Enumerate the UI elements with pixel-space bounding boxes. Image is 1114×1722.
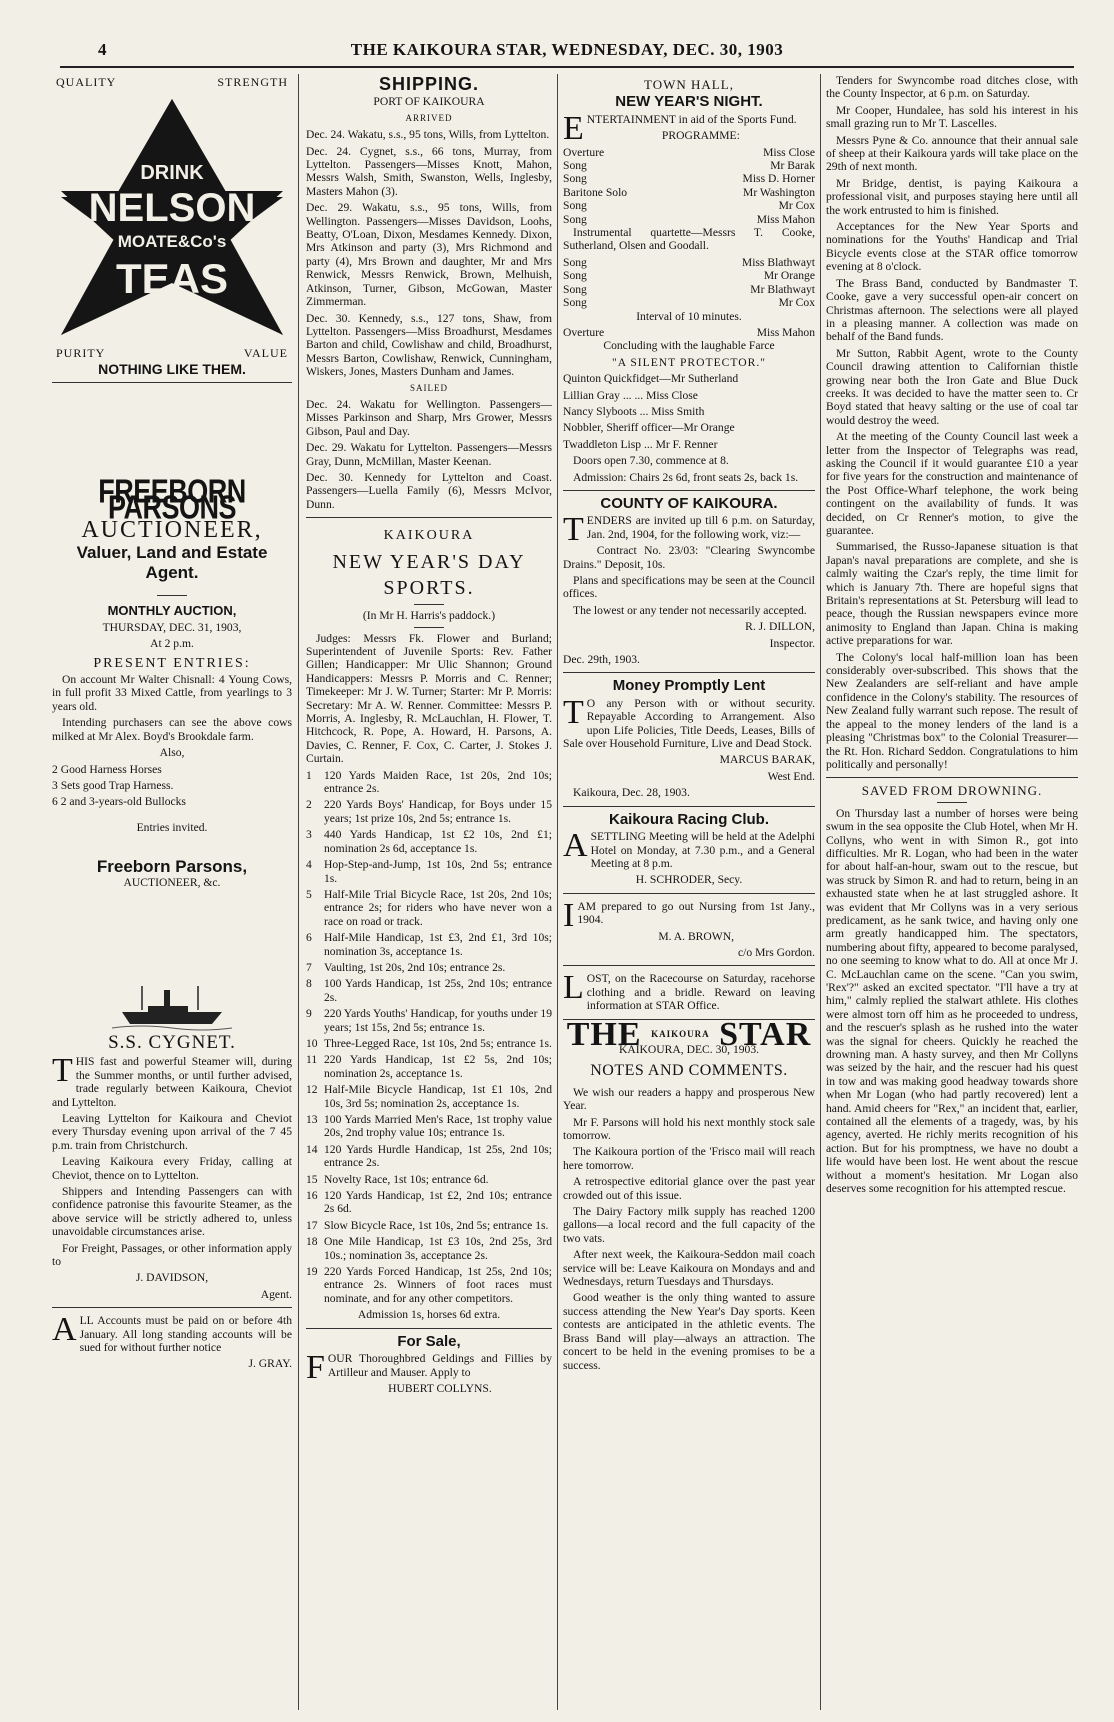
auction-date: THURSDAY, DEC. 31, 1903, <box>102 620 242 634</box>
lost-ad <box>563 969 815 1013</box>
programme-item-name: Overture <box>563 145 605 159</box>
sports-title-3: SPORTS. <box>383 577 475 600</box>
programme-item-name: Song <box>563 212 587 226</box>
money-date: Kaikoura, Dec. 28, 1903. <box>573 786 690 800</box>
entertainment-intro: ENTERTAINMENT in aid of the Sports Fund. <box>563 109 797 147</box>
event-number: 8 <box>306 977 312 991</box>
money-text: TO any Person with or without security. Repayable According to Arrangement. Also upon Life Policies, Title Deeds, Leases, Bills of Sale over Household Furniture, Live and Dead Stock. <box>563 693 815 751</box>
arrival-entry: Dec. 30. Kennedy, s.s., 127 tons, Shaw, from Lyttelton. Passengers—Miss Broadhurst, Mesdames Barton and child, Cowlishaw and child, Broadhurst, Messrs Barton, Cowlishaw, Renwick, Cunningham, Wiskers, Jones, Masters Dunham and James. <box>306 311 552 379</box>
programme-item-performer: Miss Blathwayt <box>741 255 815 269</box>
programme-item-name: Song <box>563 296 587 310</box>
event-item <box>306 961 552 974</box>
event-description: Half-Mile Trial Bicycle Race, 1st 20s, 2nd 10s; entrance 2s; for riders who have never won a race on road or track. <box>324 887 552 928</box>
programme-part-2 <box>563 256 815 310</box>
sailing-entry: Dec. 24. Wakatu for Wellington. Passengers—Misses Parkinson and Sharp, Mrs Grower, Messrs Gibson, Paul and Day. <box>306 397 552 438</box>
entries-heading: PRESENT ENTRIES: <box>93 655 251 671</box>
event-number: 17 <box>306 1218 318 1232</box>
county-lowest: The lowest or any tender not necessarily accepted. <box>573 603 807 617</box>
programme-item-performer: Mr Washington <box>743 185 815 199</box>
port-heading: PORT OF KAIKOURA <box>373 95 485 109</box>
event-number: 11 <box>306 1053 318 1067</box>
event-description: Novelty Race, 1st 10s; entrance 6d. <box>324 1172 489 1186</box>
event-item <box>306 1037 552 1050</box>
lost-text: LOST, on the Racecourse on Saturday, racehorse clothing and a bridle. Reward on leaving information at STAR Office. <box>563 969 815 1013</box>
entry-item: 3 Sets good Trap Harness. <box>52 778 174 792</box>
programme-part-1 <box>563 146 815 226</box>
arrival-entry: Dec. 24. Cygnet, s.s., 66 tons, Murray, from Lyttelton. Passengers—Misses Knott, Mahon, Messrs Walsh, Smith, Swanston, Wells, Inglesby, Masters Mahon (3). <box>306 144 552 198</box>
event-number: 6 <box>306 931 312 945</box>
note-paragraph: Mr Cooper, Hundalee, has sold his interest in his small grazing run to Mr T. Lascelles. <box>826 103 1078 131</box>
programme-item-name: Song <box>563 269 587 283</box>
programme-item-performer: Mr Orange <box>763 269 815 283</box>
star-line-3: MOATE&Co's <box>117 232 227 252</box>
new-years-night-heading: NEW YEAR'S NIGHT. <box>615 93 763 111</box>
event-description: Slow Bicycle Race, 1st 10s, 2nd 5s; entrance 1s. <box>324 1218 549 1232</box>
also-text: Also, <box>159 746 185 760</box>
programme-item-performer: Miss D. Horner <box>742 172 815 186</box>
star-logo-mid: KAIKOURA <box>651 1028 710 1039</box>
event-description: 120 Yards Hurdle Handicap, 1st 25s, 2nd 10s; entrance 2s. <box>324 1142 552 1170</box>
cygnet-p5: For Freight, Passages, or other information apply to <box>52 1241 292 1269</box>
programme-item <box>563 269 815 282</box>
nelson-tea-ad <box>52 76 292 376</box>
star-dateline: KAIKOURA, DEC. 30, 1903. <box>618 1042 760 1056</box>
note-paragraph: The Colony's local half-million loan has been considerably over-subscribed. This shows that the New Zealanders are self-reliant and have ample confidence in the Colony's stability. The resources of New Zealand fully warrant such repose. The result of the appeal to the money lenders of the land is a pleasing "Christmas box" to the Colonial Treasurer—the Rt. Hon. Richard Seddon. Congratulations to him politically and personally! <box>826 650 1078 771</box>
entries-text: On account Mr Walter Chisnall: 4 Young Cows, in full profit 33 Mixed Cattle, from yearlings to 3 years old. <box>52 673 292 713</box>
racing-ad <box>563 810 815 887</box>
drowning-title: SAVED FROM DROWNING. <box>861 783 1043 799</box>
programme-item-name: Song <box>563 255 587 269</box>
valuer-subtitle: Valuer, Land and Estate Agent. <box>76 543 268 583</box>
admission-text: Admission: Chairs 2s 6d, front seats 2s, back 1s. <box>573 470 799 484</box>
event-description: One Mile Handicap, 1st £3 10s, 2nd 25s, 3rd 10s.; nomination 3s, acceptance 2s. <box>324 1235 552 1262</box>
county-title: COUNTY OF KAIKOURA. <box>600 494 778 512</box>
event-item <box>306 798 552 825</box>
sports-officials: Judges: Messrs Fk. Flower and Burland; Superintendent of Juvenile Sports: Rev. Father Gillen; Handicapper: Mr Ulic Shannon; Ground Handicappers: Messrs P. Morris and C. Renner; Timekeeper: Mr J. W. Turner; Starter: Mr P. Morris: Secretary: Mr A. W. Renner. Committee: Messrs P. Morris, A. Inglesby, R. McLauchlan, H. Flower, T. Hitchcock, R. Pope, A. Howard, H. Parsons, A. Davies, C. Renner, F. Cox, C. Carter, J. Stokes J. Curtain. <box>306 631 552 766</box>
cast-line: Twaddleton Lisp ... Mr F. Renner <box>563 437 718 451</box>
sports-ad <box>306 524 552 1322</box>
note-paragraph: Tenders for Swyncombe road ditches close, with the County Inspector, at 6 p.m. on Saturday. <box>826 74 1078 101</box>
money-ad <box>563 679 815 799</box>
cygnet-p1: THIS fast and powerful Steamer will, during the Summer months, or until further advised, trade regularly between Kaikoura, Cheviot and Lyttelton. <box>52 1052 292 1109</box>
cast-line: Nancy Slyboots ... Miss Smith <box>563 404 705 418</box>
entries-invited: Entries invited. <box>136 820 208 834</box>
cygnet-sig: J. DAVIDSON, <box>135 1271 209 1285</box>
programme-item <box>563 296 815 309</box>
quartette-text: Instrumental quartette—Messrs T. Cooke, Sutherland, Olsen and Goodall. <box>563 226 815 253</box>
intending-text: Intending purchasers can see the above cows milked at Mr Alex. Boyd's Brookdale farm. <box>52 716 292 743</box>
programme-item <box>563 146 815 159</box>
event-item <box>306 828 552 855</box>
programme-item <box>563 326 815 339</box>
for-sale-sig: HUBERT COLLYNS. <box>388 1381 492 1395</box>
event-item <box>306 1265 552 1305</box>
event-item <box>306 977 552 1004</box>
column-1 <box>52 74 292 1714</box>
column-rule <box>298 74 299 1710</box>
event-description: 440 Yards Handicap, 1st £2 10s, 2nd £1; nomination 2s 6d, acceptance 1s. <box>324 828 552 855</box>
event-item <box>306 1219 552 1232</box>
event-description: 220 Yards Forced Handicap, 1st 25s, 2nd 10s; entrance 2s. Winners of foot races must nominate, and for any other competitors. <box>324 1265 552 1305</box>
programme-item-performer: Miss Mahon <box>756 212 815 226</box>
county-date: Dec. 29th, 1903. <box>563 653 640 667</box>
programme-heading: PROGRAMME: <box>661 129 740 143</box>
event-item <box>306 1235 552 1262</box>
value-label: VALUE <box>243 346 288 361</box>
programme-item-name: Song <box>563 282 587 296</box>
note-paragraph: Acceptances for the New Year Sports and nominations for the Youths' Handicap and Trial Bicycle events close at the STAR office tomorrow evening at 8 o'clock. <box>826 220 1078 274</box>
column-rule <box>557 74 558 1710</box>
racing-sig: H. SCHRODER, Secy. <box>635 873 743 887</box>
accounts-ad <box>52 1311 292 1371</box>
note-paragraph: Summarised, the Russo-Japanese situation is that Japan's naval preparations are complete, and she is calmly waiting the Czar's reply, the time limit for which is January 7th. There are hopeful signs that Britain's representations at St. Petersburg will lead to peace, though the Russian newspapers evince more animosity to England than Japan. China is making active preparations for war. <box>826 540 1078 648</box>
event-item <box>306 1143 552 1170</box>
cast-line: Nobbler, Sheriff officer—Mr Orange <box>563 421 735 435</box>
programme-item-name: Song <box>563 199 587 213</box>
sailing-entry: Dec. 30. Kennedy for Lyttelton and Coast. Passengers—Luella Family (6), Messrs McIvor, Dunn. <box>306 470 552 511</box>
note-paragraph: Mr F. Parsons will hold his next monthly stock sale tomorrow. <box>563 1115 815 1142</box>
cygnet-p2: Leaving Lyttelton for Kaikoura and Cheviot every Thursday evening upon arrival of the 7 45 p.m. train from Christchurch. <box>52 1111 292 1152</box>
masthead: THE KAIKOURA STAR, WEDNESDAY, DEC. 30, 1903 <box>350 40 784 59</box>
nursing-text: IAM prepared to go out Nursing from 1st Jany., 1904. <box>563 896 815 934</box>
farce-title: "A SILENT PROTECTOR." <box>611 355 767 369</box>
county-sig: R. J. DILLON, <box>745 620 815 634</box>
note-paragraph: The Kaikoura portion of the 'Frisco mail will reach here tomorrow. <box>563 1145 815 1172</box>
event-number: 14 <box>306 1142 318 1156</box>
column-2 <box>306 74 552 1714</box>
drowning-text: On Thursday last a number of horses were being swum in the sea opposite the Club Hotel, when Mr H. Collyns, who went in with Simon R., got into difficulties. Mr R. Logan, who had been in the water for about half-an-hour, swam out to the rescue, but was struck by Simon R. and had to return, being in an exhausted state when he at last struggled ashore. It was evident that Mr Collyns was in a very serious predicament, as he sank twice, and having only one arm greatly handicapped him. The spectators, numbering about fifty, appeared to become paralysed, no one seeming to know what to do. All at once Mr J. C. McLauchlan came on the scene. "Can you swim, 'Rex'?" asked an excited spectator. "I'll have a try at him," calmly replied the stalwart athlete. His clothes were almost torn off him as he proceeded to undress, and the rescuer's splash as he rushed into the water was the signal for cheers. Quickly he reached the drowning man. A hasty survey, and then Mr Collyns was seized by the hair, and the rescuer had his quest in tow and was making good headway towards shore when Mr Logan (who had partly recovered) lent a hand. Amid cheers for "Rex," an incident that, earlier, contained all the elements of a tragedy, was, by his agency, averted. He richly merits recognition of his action. But for his promptness, we have no doubt a life would have been lost. He went about the rescue without a moment's hesitation. Mr Logan also deserves some recognition for his attempted rescue. <box>826 806 1078 1196</box>
cygnet-p3: Leaving Kaikoura every Friday, calling at Cheviot, thence on to Lyttelton. <box>52 1155 292 1182</box>
event-description: 100 Yards Handicap, 1st 25s, 2nd 10s; entrance 2s. <box>324 977 552 1004</box>
racing-text: ASETTLING Meeting will be held at the Adelphi Hotel on Monday, at 7.30 p.m., and a General Meeting at 8 p.m. <box>563 827 815 870</box>
programme-item-name: Song <box>563 172 587 186</box>
divider <box>52 382 292 383</box>
column-rule <box>820 74 821 1710</box>
note-paragraph: After next week, the Kaikoura-Seddon mail coach service will be: Leave Kaikoura on Mondays and and Wednesdays, return Tuesdays and Thursdays. <box>563 1248 815 1289</box>
notes-comments-heading: NOTES AND COMMENTS. <box>590 1062 788 1080</box>
money-sig-place: West End. <box>767 769 815 783</box>
concluding-text: Concluding with the laughable Farce <box>603 339 775 353</box>
star-logo-right: STAR <box>719 1015 812 1053</box>
entry-item: 2 Good Harness Horses <box>52 762 162 776</box>
freeborn-signature: Freeborn Parsons, <box>96 857 248 877</box>
auction-time: At 2 p.m. <box>150 637 194 651</box>
event-number: 18 <box>306 1235 318 1249</box>
freeborn-sig-title: AUCTIONEER, &c. <box>123 875 221 889</box>
sports-admission: Admission 1s, horses 6d extra. <box>357 1308 501 1322</box>
event-item <box>306 888 552 928</box>
for-sale-ad <box>306 1332 552 1396</box>
programme-item-performer: Mr Cox <box>778 199 815 213</box>
event-number: 2 <box>306 798 312 812</box>
for-sale-title: For Sale, <box>397 1332 461 1350</box>
event-number: 12 <box>306 1083 318 1097</box>
arrival-entry: Dec. 24. Wakatu, s.s., 95 tons, Wills, from Lyttelton. <box>306 128 550 142</box>
town-hall-heading: TOWN HALL, <box>644 77 734 92</box>
event-number: 15 <box>306 1172 318 1186</box>
event-description: Half-Mile Bicycle Handicap, 1st £1 10s, 2nd 10s, 3rd 5s; nomination 2s, acceptance 1s. <box>324 1083 552 1110</box>
sailing-entry: Dec. 29. Wakatu for Lyttelton. Passengers—Messrs Gray, Dunn, McMillan, Master Keenan. <box>306 441 552 468</box>
event-number: 1 <box>306 768 312 782</box>
nursing-ad <box>563 896 815 960</box>
shipping-section <box>306 74 552 511</box>
steamer-icon <box>112 982 232 1032</box>
event-description: 120 Yards Maiden Race, 1st 20s, 2nd 10s; entrance 2s. <box>324 768 552 796</box>
event-description: Vaulting, 1st 20s, 2nd 10s; entrance 2s. <box>324 960 506 974</box>
shipping-title: SHIPPING. <box>378 74 480 94</box>
doors-text: Doors open 7.30, commence at 8. <box>573 454 729 468</box>
freeborn-ad <box>52 472 292 889</box>
accounts-text: ALL Accounts must be paid on or before 4th January. All long standing accounts will be sued for without further notice <box>52 1311 292 1355</box>
column-3 <box>563 74 815 1714</box>
nursing-sig: M. A. BROWN, <box>658 929 734 943</box>
page-number: 4 <box>98 40 107 59</box>
programme-item <box>563 283 815 296</box>
entry-item: 6 2 and 3-years-old Bullocks <box>52 795 186 809</box>
event-item <box>306 1007 552 1034</box>
event-number: 13 <box>306 1113 318 1126</box>
sports-title-2: NEW YEAR'S DAY <box>332 551 526 574</box>
tea-tagline: NOTHING LIKE THEM. <box>98 360 246 377</box>
event-number: 4 <box>306 858 312 872</box>
event-description: 100 Yards Married Men's Race, 1st trophy value 20s, 2nd trophy value 10s; entrance 1s. <box>324 1113 552 1140</box>
star-editorial <box>563 1015 815 1372</box>
event-description: Half-Mile Handicap, 1st £3, 2nd £1, 3rd 10s; nomination 3s, acceptance 1s. <box>324 931 552 958</box>
money-title: Money Promptly Lent <box>612 677 766 695</box>
events-list <box>306 769 552 1306</box>
arrival-entry: Dec. 29. Wakatu, s.s., 95 tons, Wills, from Wellington. Passengers—Misses Davidson, Loohs, Beatty, O'Loan, Dixon, Mesdames Kennedy. Dixon, Mrs Atkinson and party (3), Mrs Richmond and party (4), Mrs Brown and daughter, Mr and Mrs Renwick, Messrs Renwick, Brown, Melhuish, Atkinson, Turner, Gibson, McGowan, Master Zimmerman. <box>306 201 552 309</box>
event-number: 9 <box>306 1007 312 1021</box>
event-item <box>306 1173 552 1186</box>
star-logo-icon <box>57 97 287 337</box>
nursing-addr: c/o Mrs Gordon. <box>738 945 815 959</box>
event-description: 220 Yards Handicap, 1st £2 5s, 2nd 10s; nomination 2s, acceptance 1s. <box>324 1053 552 1080</box>
cast-line: Lillian Gray ... ... Miss Close <box>563 388 698 402</box>
cygnet-title: S.S. CYGNET. <box>108 1031 236 1053</box>
sports-title-1: KAIKOURA <box>383 528 475 544</box>
note-paragraph: Mr Sutton, Rabbit Agent, wrote to the County Council drawing attention to Californian thistle growing near both the Iron Gate and Blue Duck creeks. It was decided to have the matter seen to. Cr Boyd stated that heavy salting or the use of coal tar would destroy the weed. <box>826 346 1078 427</box>
programme-item-performer: Mr Blathwayt <box>750 282 815 296</box>
county-plans: Plans and specifications may be seen at the Council offices. <box>563 574 815 601</box>
county-ad <box>563 494 815 667</box>
sports-venue: (In Mr H. Harris's paddock.) <box>362 609 496 623</box>
programme-item-performer: Miss Close <box>763 145 815 159</box>
quality-label: QUALITY <box>56 75 117 89</box>
programme-item-name: Overture <box>563 325 605 339</box>
auctioneer-title: AUCTIONEER, <box>81 517 263 544</box>
note-paragraph: The Dairy Factory milk supply has reached 1200 gallons—a local record and the full capacity of the two vats. <box>563 1205 815 1245</box>
event-description: 120 Yards Handicap, 1st £2, 2nd 10s; entrance 2s 6d. <box>324 1189 552 1216</box>
event-item <box>306 931 552 958</box>
programme-item <box>563 159 815 172</box>
for-sale-text: FOUR Thoroughbred Geldings and Fillies by Artilleur and Mauser. Apply to <box>306 1349 552 1387</box>
note-paragraph: A retrospective editorial glance over the past year crowded out of this issue. <box>563 1175 815 1202</box>
star-line-2: NELSON <box>88 186 256 231</box>
programme-item-performer: Mr Barak <box>770 159 815 173</box>
event-item <box>306 1189 552 1216</box>
event-description: 220 Yards Boys' Handicap, for Boys under 15 years; 1st prize 10s, 2nd 5s; entrance 1s. <box>324 798 552 825</box>
event-item <box>306 769 552 796</box>
town-hall-ad <box>563 78 815 484</box>
strength-label: STRENGTH <box>217 75 288 89</box>
county-contract: Contract No. 23/03: "Clearing Swyncombe Drains." Deposit, 10s. <box>563 544 815 571</box>
page-header <box>60 36 1074 68</box>
programme-item-performer: Miss Mahon <box>756 325 815 339</box>
note-paragraph: Good weather is the only thing wanted to assure success attending the New Year's Day sports. Keen contests are anticipated in the athletic events. The Brass Band will play—always an attraction. The concert to be held in the evening promises to be a success. <box>563 1291 815 1372</box>
event-number: 7 <box>306 960 312 974</box>
event-number: 19 <box>306 1265 318 1279</box>
star-line-1: DRINK <box>140 162 204 185</box>
note-paragraph: The Brass Band, conducted by Bandmaster T. Cooke, gave a very successful open-air concert on Christmas afternoon. The selections were all played in a pleasing manner. A collection was made on behalf of the Band funds. <box>826 276 1078 344</box>
cygnet-ad <box>52 982 292 1301</box>
arrived-heading: ARRIVED <box>405 112 453 123</box>
interval-text: Interval of 10 minutes. <box>636 309 742 323</box>
note-paragraph: At the meeting of the County Council last week a letter from the Inspector of Telegraphs was read, asking the Council if it would guarantee £10 a year for five years for the construction and maintenance of the Post Office-Wharf telephone, the work being contingent on the availability of funds. It was decided, on Cr Renner's motion, to give the guarantee. <box>826 430 1078 537</box>
programme-item <box>563 256 815 269</box>
event-description: Hop-Step-and-Jump, 1st 10s, 2nd 5s; entrance 1s. <box>324 858 552 885</box>
programme-item <box>563 213 815 226</box>
event-number: 16 <box>306 1189 318 1203</box>
accounts-sig: J. GRAY. <box>248 1357 292 1371</box>
programme-item-name: Song <box>563 159 587 173</box>
freeborn-name: FREEBORN PARSONS <box>98 472 246 527</box>
event-item <box>306 1053 552 1080</box>
star-logo-left: THE <box>566 1015 642 1053</box>
note-paragraph: Mr Bridge, dentist, is paying Kaikoura a professional visit, and purposes staying here until all the work entrusted to him is finished. <box>826 176 1078 217</box>
star-line-4: TEAS <box>115 255 229 303</box>
event-item <box>306 1083 552 1110</box>
money-sig: MARCUS BARAK, <box>719 753 815 767</box>
note-paragraph: Messrs Pyne & Co. announce that their annual sale of sheep at their Kaikoura yards will take place on the 29th of next month. <box>826 133 1078 174</box>
cygnet-p4: Shippers and Intending Passengers can with confidence patronise this favourite Steamer, as the above service will be strictly adhered to, unless unavoidable circumstances arise. <box>52 1185 292 1239</box>
event-item <box>306 1113 552 1140</box>
event-description: Three-Legged Race, 1st 10s, 2nd 5s; entrance 1s. <box>324 1036 552 1050</box>
event-item <box>306 858 552 885</box>
cygnet-sig-title: Agent. <box>260 1287 292 1301</box>
event-description: 220 Yards Youths' Handicap, for youths under 19 years; 1st 15s, 2nd 5s; entrance 1s. <box>324 1007 552 1034</box>
note-paragraph: We wish our readers a happy and prosperous New Year. <box>563 1085 815 1113</box>
purity-label: PURITY <box>56 346 106 361</box>
racing-title: Kaikoura Racing Club. <box>608 810 770 828</box>
programme-item <box>563 186 815 199</box>
programme-item-performer: Mr Cox <box>778 296 815 310</box>
county-sig-title: Inspector. <box>769 636 815 650</box>
column-4 <box>826 74 1078 1714</box>
programme-item-name: Baritone Solo <box>563 185 628 199</box>
programme-item <box>563 199 815 212</box>
cast-line: Quinton Quickfidget—Mr Sutherland <box>563 372 739 386</box>
programme-item <box>563 172 815 185</box>
event-number: 5 <box>306 887 312 901</box>
auction-heading: MONTHLY AUCTION, <box>107 603 237 619</box>
sailed-heading: SAILED <box>410 382 448 393</box>
event-number: 3 <box>306 828 312 842</box>
event-number: 10 <box>306 1036 318 1050</box>
county-text: TENDERS are invited up till 6 p.m. on Saturday, Jan. 2nd, 1904, for the following work, viz:— <box>563 511 815 549</box>
